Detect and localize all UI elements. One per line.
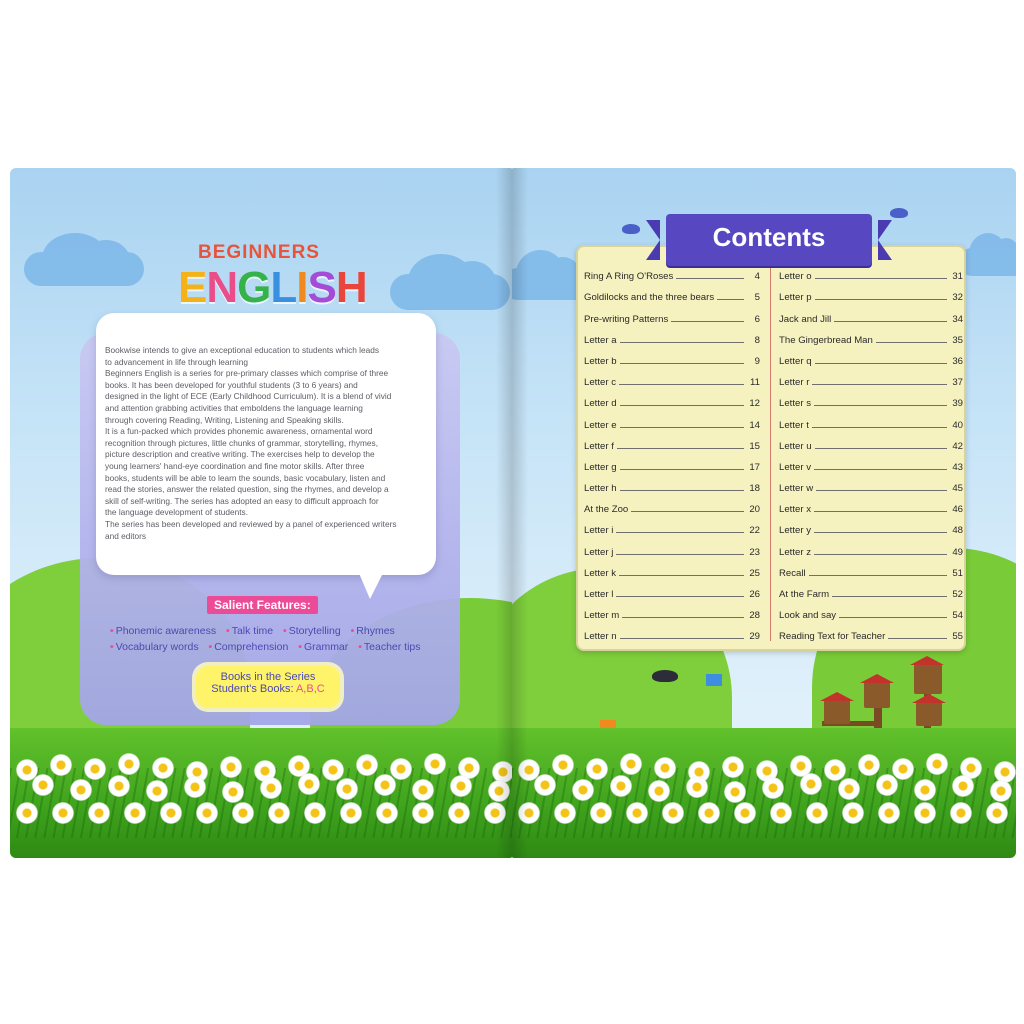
daisy-flower [196, 802, 218, 824]
description-box [96, 313, 436, 575]
toc-entry [584, 303, 760, 324]
daisy-flower [108, 775, 130, 797]
series-label: Student's Books: [211, 683, 294, 695]
table-of-contents [576, 245, 966, 651]
toc-entry-title: Letter n [584, 631, 617, 643]
description-line: the language development of students. [105, 507, 248, 518]
toc-entry-title: The Gingerbread Man [779, 334, 873, 346]
toc-entry [779, 367, 963, 388]
toc-leader-line [832, 596, 947, 597]
daisy-flower [304, 802, 326, 824]
toc-entry [584, 431, 760, 452]
toc-entry-page: 35 [952, 334, 963, 346]
daisy-flower [376, 802, 398, 824]
toc-leader-line [616, 554, 744, 555]
description-line: young learners' hand-eye coordination and fine motor skills. After three [105, 460, 365, 471]
description-line: through covering Reading, Writing, Listening and Speaking skills. [105, 414, 344, 425]
toc-entry-title: Letter f [584, 440, 614, 452]
daisy-flower [838, 778, 860, 800]
daisy-flower [572, 779, 594, 801]
toc-entry-page: 46 [952, 504, 963, 516]
toc-entry-page: 55 [952, 631, 963, 643]
toc-leader-line [620, 490, 744, 491]
toc-entry-page: 37 [952, 377, 963, 389]
daisy-flower [374, 774, 396, 796]
daisy-flower [518, 802, 540, 824]
feature-item [283, 625, 341, 637]
toc-entry-page: 54 [952, 610, 963, 622]
daisy-flower [986, 802, 1008, 824]
daisy-flower [160, 802, 182, 824]
birdhouse-icon [916, 702, 942, 726]
daisy-flower [626, 802, 648, 824]
feature-item [110, 625, 216, 637]
toc-entry-title: Letter v [779, 461, 811, 473]
butterfly-icon [706, 674, 722, 686]
toc-leader-line [815, 448, 947, 449]
daisy-flower [800, 773, 822, 795]
cloud [390, 274, 510, 310]
toc-entry-page: 51 [952, 567, 963, 579]
toc-entry [779, 325, 963, 346]
toc-leader-line [619, 384, 744, 385]
toc-entry-page: 4 [754, 271, 760, 283]
features-row [110, 641, 428, 653]
toc-entry-page: 14 [749, 419, 760, 431]
toc-leader-line [620, 638, 744, 639]
description-line: Bookwise intends to give an exceptional education to students which leads [105, 345, 379, 355]
toc-leader-line [814, 511, 947, 512]
daisy-flower [722, 756, 744, 778]
feature-item [298, 641, 348, 653]
toc-entry [779, 621, 963, 642]
description-line: recognition through pictures, little chunks of grammar, storytelling, rhymes, [105, 437, 378, 448]
toc-entry-page: 5 [754, 292, 760, 304]
cloud [24, 252, 144, 286]
description-line: read the stories, answer the related question, sing the rhymes, and develop a [105, 484, 389, 495]
toc-leader-line [812, 427, 947, 428]
toc-entry-page: 40 [952, 419, 963, 431]
toc-entry-page: 6 [754, 313, 760, 325]
toc-entry-page: 12 [749, 398, 760, 410]
toc-leader-line [619, 575, 744, 576]
toc-entry-page: 22 [749, 525, 760, 537]
series-box [196, 666, 340, 708]
toc-leader-line [814, 554, 947, 555]
toc-entry [584, 388, 760, 409]
daisy-flower [16, 802, 38, 824]
toc-entry-title: Letter m [584, 610, 620, 622]
toc-leader-line [620, 405, 744, 406]
toc-entry-title: Letter i [584, 525, 614, 537]
feature-label: Comprehension [214, 641, 289, 653]
description-line: designed in the light of ECE (Early Childhood Curriculum). It is a blend of vivid [105, 391, 392, 402]
description-line: The series has been developed and reviewed by a panel of experienced writers [105, 518, 397, 529]
toc-entry-title: Look and say [779, 610, 837, 622]
toc-entry-page: 29 [749, 631, 760, 643]
logo-letter: S [307, 263, 336, 312]
toc-entry [779, 536, 963, 557]
toc-entry-page: 39 [952, 398, 963, 410]
toc-leader-line [888, 638, 947, 639]
feature-item [110, 641, 199, 653]
daisy-flower [770, 802, 792, 824]
toc-entry-title: Letter p [779, 292, 812, 304]
feature-label: Storytelling [288, 625, 341, 637]
daisy-flower [220, 756, 242, 778]
feature-label: Vocabulary words [115, 641, 199, 653]
toc-leader-line [671, 321, 744, 322]
feature-label: Phonemic awareness [115, 625, 217, 637]
feature-item [226, 625, 273, 637]
daisy-flower [32, 774, 54, 796]
daisy-flower [52, 802, 74, 824]
toc-leader-line [620, 342, 744, 343]
feature-label: Talk time [231, 625, 274, 637]
description-line: and editors [105, 530, 147, 541]
daisy-flower [146, 780, 168, 802]
toc-entry [584, 346, 760, 367]
daisy-flower [952, 775, 974, 797]
toc-entry-page: 43 [952, 461, 963, 473]
toc-entry-title: Letter t [779, 419, 809, 431]
cloud [958, 248, 1016, 276]
daisy-flower [990, 780, 1012, 802]
toc-leader-line [814, 532, 947, 533]
toc-leader-line [839, 617, 947, 618]
description-line: Beginners English is a series for pre-primary classes which comprise of three [105, 368, 389, 379]
daisy-flower [152, 757, 174, 779]
birdhouse-icon [824, 700, 850, 724]
left-page [10, 168, 512, 858]
bullet-icon: • [283, 625, 287, 637]
bullet-icon: • [110, 625, 114, 637]
daisy-flower [50, 754, 72, 776]
toc-leader-line [815, 363, 947, 364]
toc-entry-title: Pre-writing Patterns [584, 313, 669, 325]
toc-column-2 [779, 261, 963, 642]
description-line: skill of self-writing. The series has adopted an easy to difficult approach for [105, 495, 379, 506]
daisy-flower [84, 758, 106, 780]
daisy-flower [70, 779, 92, 801]
daisy-flower [648, 780, 670, 802]
toc-entry-title: Letter b [584, 355, 617, 367]
toc-entry-page: 15 [749, 440, 760, 452]
daisy-flower [698, 802, 720, 824]
daisy-flower [876, 774, 898, 796]
daisy-flower [118, 753, 140, 775]
toc-entry-title: Recall [779, 567, 806, 579]
toc-entry-page: 23 [749, 546, 760, 558]
toc-entry [584, 473, 760, 494]
toc-entry-page: 49 [952, 546, 963, 558]
daisy-flower [232, 802, 254, 824]
daisy-flower [424, 753, 446, 775]
toc-entry [779, 494, 963, 515]
toc-leader-line [620, 363, 744, 364]
series-books: A,B,C [295, 683, 325, 695]
feature-item [351, 625, 395, 637]
speech-bubble-tail [358, 571, 384, 599]
toc-entry [584, 600, 760, 621]
toc-leader-line [812, 384, 947, 385]
toc-entry [779, 579, 963, 600]
toc-leader-line [631, 511, 744, 512]
daisy-flower [336, 778, 358, 800]
daisy-flower [892, 758, 914, 780]
description-line: to advancement in life through learning [105, 356, 248, 367]
bird-icon [622, 224, 640, 234]
toc-entry [779, 303, 963, 324]
toc-entry-title: Letter s [779, 398, 811, 410]
toc-leader-line [815, 278, 947, 279]
contents-ribbon [666, 214, 872, 266]
features-row [110, 625, 402, 637]
toc-leader-line [809, 575, 947, 576]
daisy-flower [654, 757, 676, 779]
daisy-flower [322, 759, 344, 781]
series-books-line [196, 683, 340, 695]
toc-leader-line [620, 427, 744, 428]
right-page [512, 168, 1016, 858]
toc-leader-line [816, 490, 947, 491]
toc-entry [584, 579, 760, 600]
toc-entry-title: Letter e [584, 419, 617, 431]
toc-leader-line [834, 321, 947, 322]
toc-entry-title: At the Farm [779, 589, 830, 600]
toc-entry-title: Letter a [584, 334, 617, 346]
birdhouse-icon [864, 682, 890, 708]
toc-entry [779, 558, 963, 579]
daisy-flower [806, 802, 828, 824]
daisy-flower [878, 802, 900, 824]
description-line: books, students will be able to learn the sounds, basic vocabulary, listen and [105, 472, 386, 483]
logo-letter: H [335, 263, 367, 312]
toc-entry-page: 48 [952, 525, 963, 537]
toc-entry-title: Letter c [584, 377, 616, 389]
description-line: picture description and creative writing. The exercises help to develop the [105, 449, 375, 460]
series-heading: Books in the Series [220, 671, 316, 683]
toc-leader-line [616, 532, 744, 533]
toc-entry [779, 515, 963, 536]
toc-entry [779, 473, 963, 494]
toc-leader-line [616, 596, 744, 597]
toc-entry [584, 515, 760, 536]
toc-entry-title: Goldilocks and the three bears [584, 292, 715, 304]
daisy-flower [88, 802, 110, 824]
toc-leader-line [815, 299, 947, 300]
birdhouse-icon [914, 664, 942, 694]
description-line: It is a fun-packed which provides phonemic awareness, ornamental word [105, 426, 373, 437]
toc-entry [584, 494, 760, 515]
daisy-flower [298, 773, 320, 795]
toc-entry [584, 282, 760, 303]
salient-features-badge: Salient Features: [207, 596, 318, 614]
daisy-flower [534, 774, 556, 796]
toc-leader-line [676, 278, 744, 279]
toc-entry-page: 45 [952, 483, 963, 495]
toc-entry-title: Letter d [584, 398, 617, 410]
daisy-flower [356, 754, 378, 776]
toc-entry [779, 600, 963, 621]
logo-title [178, 264, 367, 312]
toc-entry [779, 388, 963, 409]
daisy-flower [842, 802, 864, 824]
daisy-flower [858, 754, 880, 776]
toc-entry-page: 42 [952, 440, 963, 452]
toc-leader-line [814, 469, 947, 470]
toc-entry-page: 9 [754, 355, 760, 367]
toc-leader-line [876, 342, 947, 343]
toc-entry [584, 325, 760, 346]
toc-entry-title: Reading Text for Teacher [779, 631, 886, 643]
logo-letter: I [296, 263, 308, 312]
feature-item [209, 641, 289, 653]
daisy-flower [184, 776, 206, 798]
daisy-flower [412, 802, 434, 824]
daisy-flower [554, 802, 576, 824]
bullet-icon: • [208, 641, 213, 653]
daisy-flower [620, 753, 642, 775]
daisy-flower [586, 758, 608, 780]
description-text [105, 345, 428, 542]
swallow-icon [652, 670, 678, 682]
feature-label: Rhymes [356, 625, 395, 637]
daisy-flower [590, 802, 612, 824]
toc-entry [584, 536, 760, 557]
daisy-flower [390, 758, 412, 780]
daisy-flower [488, 780, 510, 802]
toc-entry-title: Letter y [779, 525, 811, 537]
toc-entry-page: 32 [952, 292, 963, 304]
daisy-flower [222, 781, 244, 803]
toc-entry-title: Letter l [584, 589, 614, 600]
logo-letter: L [270, 263, 297, 312]
toc-entry-title: Letter x [779, 504, 811, 516]
toc-entry-title: Ring A Ring O'Roses [584, 271, 674, 283]
toc-entry-title: Letter q [779, 355, 812, 367]
toc-entry-page: 36 [952, 355, 963, 367]
toc-entry-page: 17 [749, 461, 760, 473]
daisy-flower [340, 802, 362, 824]
bird-icon [890, 208, 908, 218]
toc-entry-page: 18 [749, 483, 760, 495]
daisy-flower [950, 802, 972, 824]
daisy-flower [914, 802, 936, 824]
feature-label: Teacher tips [363, 641, 421, 653]
daisy-flower [268, 802, 290, 824]
toc-entry-title: Letter o [779, 271, 812, 283]
toc-entry [779, 409, 963, 430]
description-line: books. It has been developed for youthful students (3 to 6 years) and [105, 379, 358, 390]
toc-leader-line [814, 405, 947, 406]
toc-entry [584, 621, 760, 642]
toc-entry [779, 431, 963, 452]
daisy-flower [552, 754, 574, 776]
logo-subtitle: BEGINNERS [198, 242, 320, 263]
toc-entry-title: Jack and Jill [779, 313, 832, 325]
contents-title: Contents [712, 222, 826, 252]
logo-letter: E [178, 263, 207, 312]
logo-letter: N [206, 263, 238, 312]
logo-letter: G [237, 263, 271, 312]
daisy-flower [926, 753, 948, 775]
daisy-flower [724, 781, 746, 803]
toc-entry-page: 25 [749, 567, 760, 579]
daisy-flower [260, 777, 282, 799]
daisy-flower [662, 802, 684, 824]
bullet-icon: • [226, 625, 230, 637]
toc-leader-line [617, 448, 744, 449]
toc-entry-page: 11 [750, 377, 760, 389]
bullet-icon: • [298, 641, 302, 653]
toc-entry [584, 452, 760, 473]
daisy-flower [484, 802, 506, 824]
toc-entry-title: Letter k [584, 567, 616, 579]
toc-entry-title: Letter z [779, 546, 811, 558]
feature-label: Grammar [303, 641, 349, 653]
toc-entry [584, 367, 760, 388]
toc-entry [584, 558, 760, 579]
bullet-icon: • [350, 625, 355, 637]
toc-leader-line [620, 469, 744, 470]
toc-entry-page: 52 [952, 589, 963, 600]
toc-entry-page: 28 [749, 610, 760, 622]
daisy-flower [450, 775, 472, 797]
bullet-icon: • [358, 641, 362, 653]
toc-leader-line [717, 299, 744, 300]
daisy-flower [914, 779, 936, 801]
daisy-flower [824, 759, 846, 781]
toc-column-1 [584, 261, 760, 642]
toc-entry-title: Letter h [584, 483, 617, 495]
toc-entry-title: Letter j [584, 546, 614, 558]
daisy-flower [448, 802, 470, 824]
feature-item [358, 641, 420, 653]
toc-entry-page: 34 [952, 313, 963, 325]
toc-entry-title: Letter w [779, 483, 814, 495]
daisy-flower [124, 802, 146, 824]
toc-entry-title: Letter u [779, 440, 812, 452]
toc-entry [779, 346, 963, 367]
toc-entry-title: Letter g [584, 461, 617, 473]
toc-entry [779, 452, 963, 473]
bullet-icon: • [110, 641, 114, 653]
toc-entry [584, 409, 760, 430]
toc-entry-page: 26 [749, 589, 760, 600]
daisy-flower [412, 779, 434, 801]
toc-leader-line [622, 617, 744, 618]
toc-entry-page: 20 [749, 504, 760, 516]
toc-entry-page: 31 [952, 271, 963, 283]
toc-entry-page: 8 [754, 334, 760, 346]
toc-entry-title: At the Zoo [584, 504, 629, 516]
daisy-flower [734, 802, 756, 824]
daisy-flower [762, 777, 784, 799]
daisy-flower [686, 776, 708, 798]
description-line: and attention grabbing activities that emboldens the language learning [105, 402, 363, 413]
toc-entry [779, 282, 963, 303]
daisy-flower [610, 775, 632, 797]
toc-divider [770, 255, 771, 641]
toc-entry-title: Letter r [779, 377, 810, 389]
